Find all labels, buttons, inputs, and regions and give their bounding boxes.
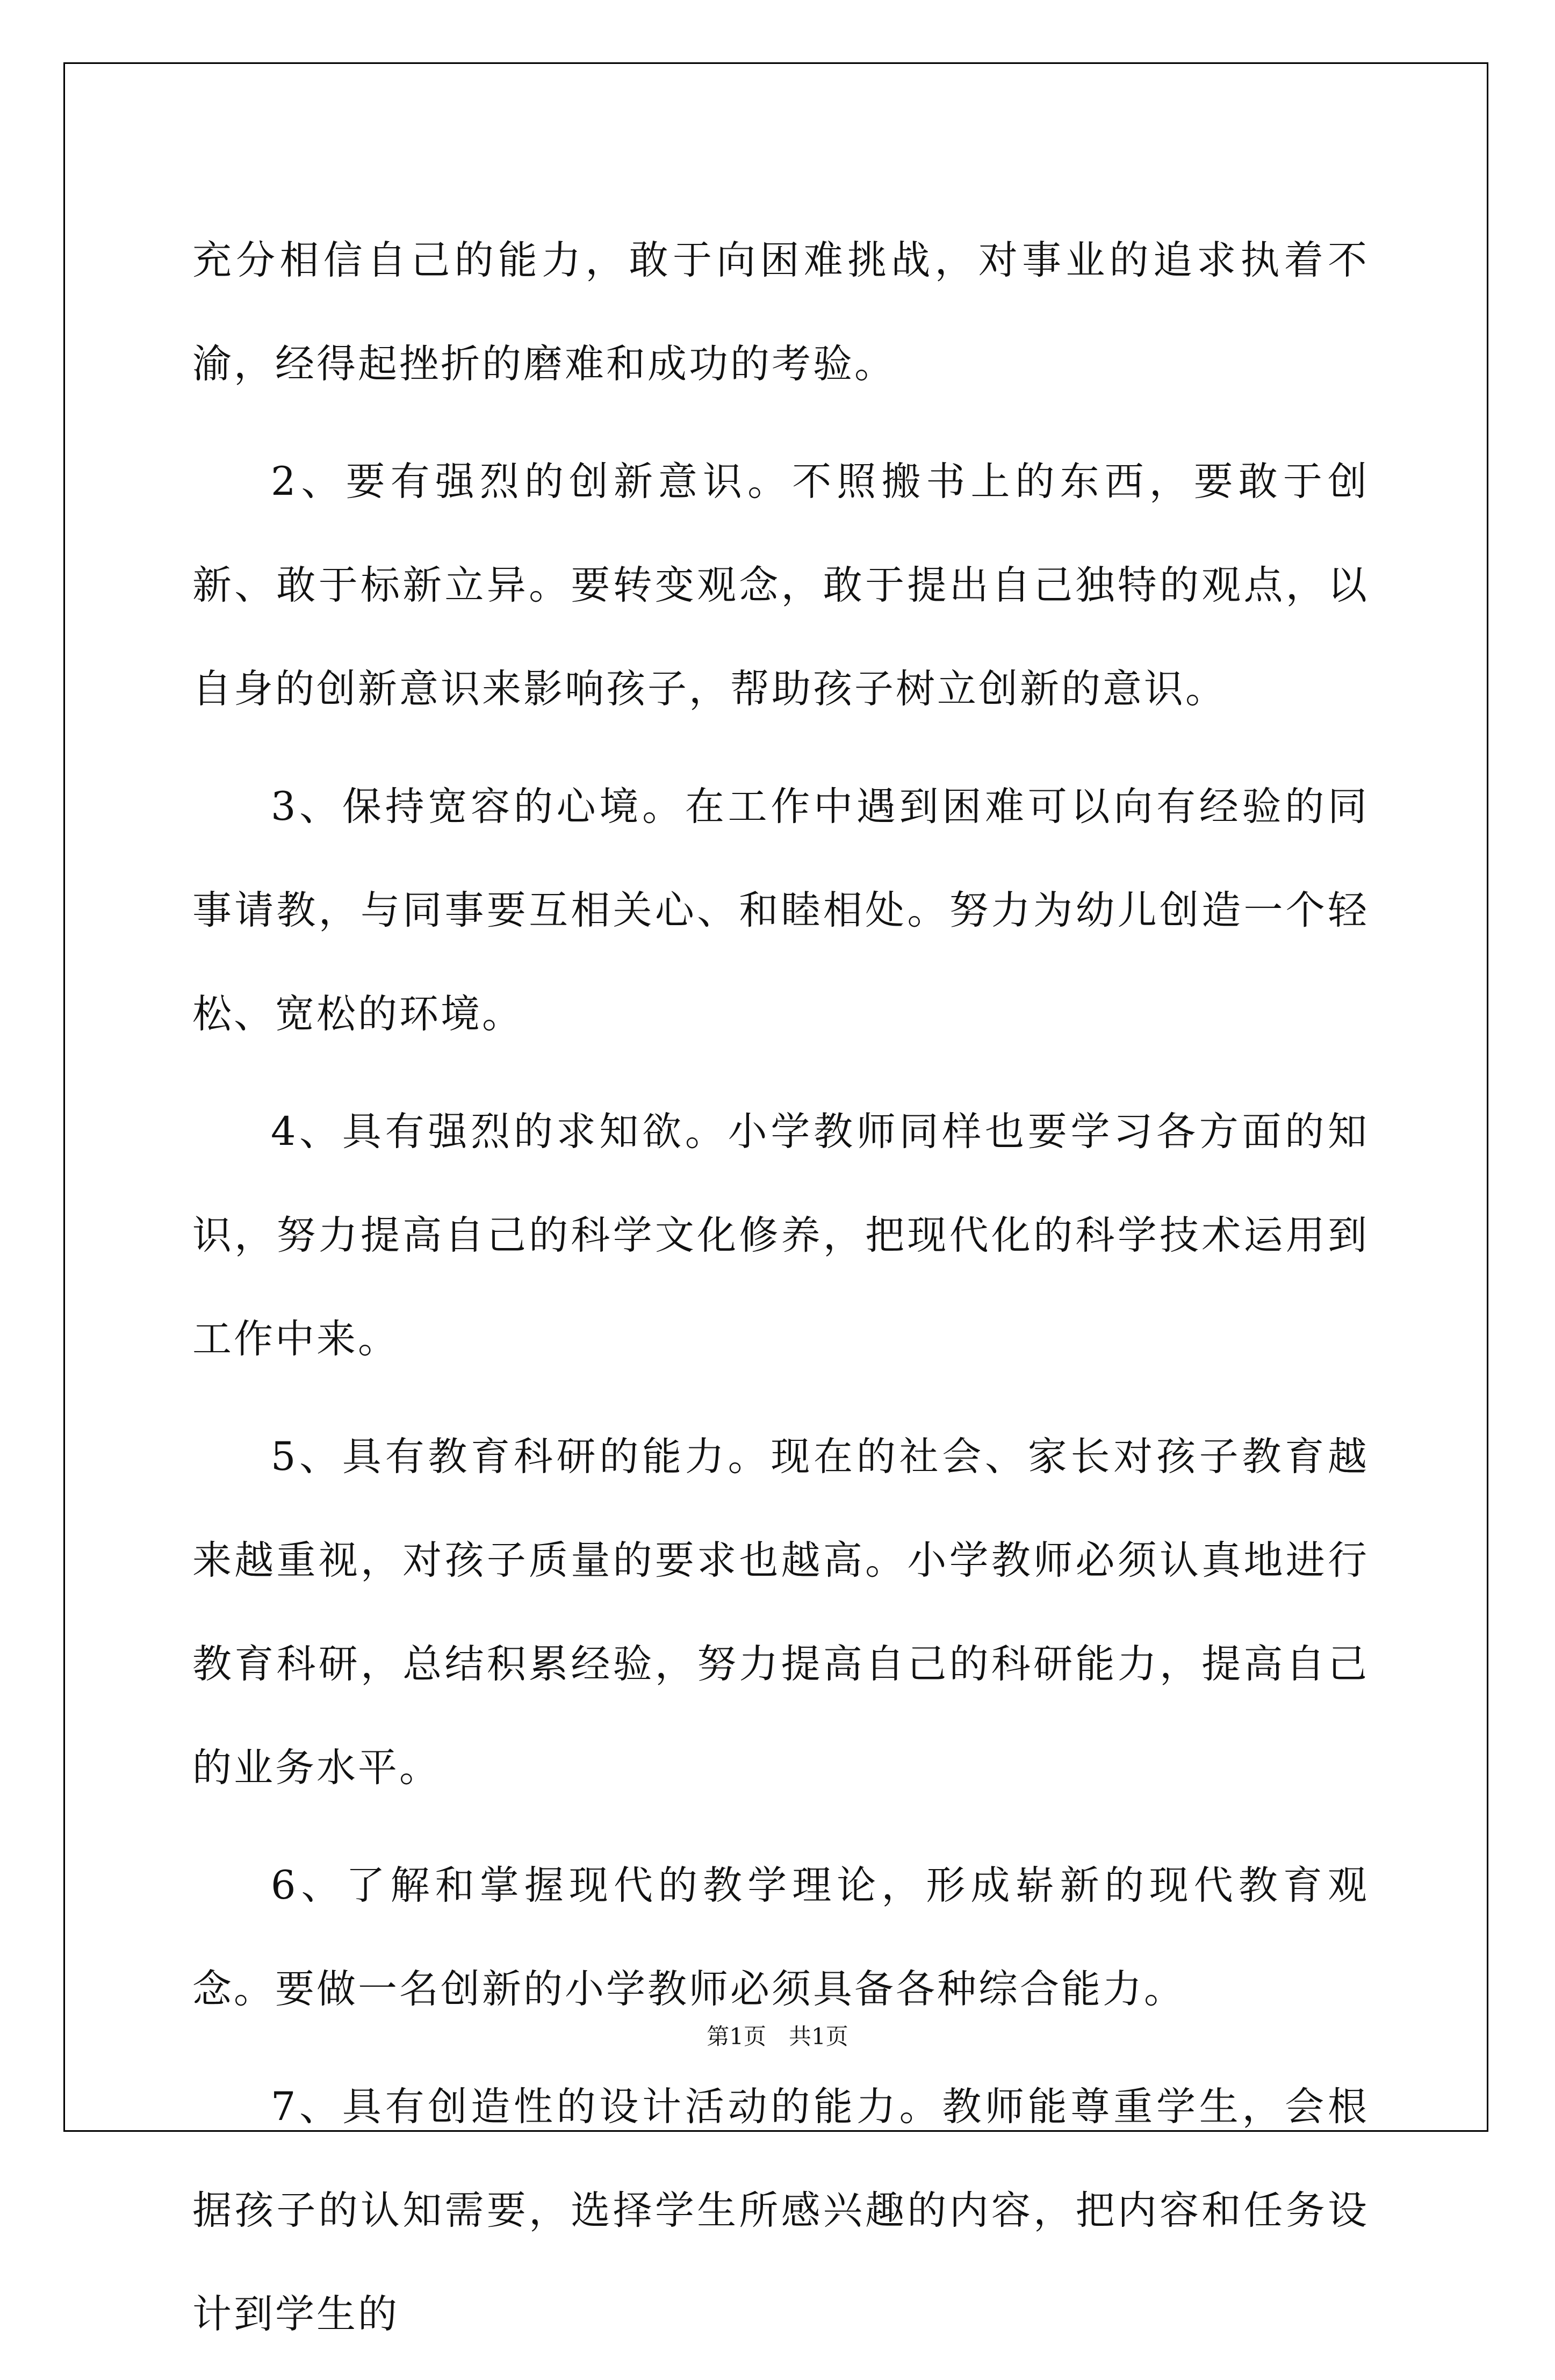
paragraph-4: 4、具有强烈的求知欲。小学教师同样也要学习各方面的知识，努力提高自己的科学文化修养，把现代化的科学技术运用到工作中来。	[192, 1109, 1369, 1362]
paragraph-1: 充分相信自己的能力，敢于向困难挑战，对事业的追求执着不渝，经得起挫折的磨难和成功的考验。	[192, 237, 1369, 387]
page-number-footer: 第1页 共1页	[707, 2023, 848, 2050]
document-body	[192, 208, 1369, 2380]
paragraph-7: 7、具有创造性的设计活动的能力。教师能尊重学生，会根据孩子的认知需要，选择学生所感兴趣的内容，把内容和任务设计到学生的	[192, 2084, 1369, 2337]
paragraph-6: 6、了解和掌握现代的教学理论，形成崭新的现代教育观念。要做一名创新的小学教师必须具备各种综合能力。	[192, 1863, 1369, 2012]
paragraph-5: 5、具有教育科研的能力。现在的社会、家长对孩子教育越来越重视，对孩子质量的要求也越高。小学教师必须认真地进行教育科研，总结积累经验，努力提高自己的科研能力，提高自己的业务水平。	[192, 1434, 1369, 1791]
paragraph-2: 2、要有强烈的创新意识。不照搬书上的东西，要敢于创新、敢于标新立异。要转变观念，敢于提出自己独特的观点，以自身的创新意识来影响孩子，帮助孩子树立创新的意识。	[192, 459, 1369, 712]
paragraph-3: 3、保持宽容的心境。在工作中遇到困难可以向有经验的同事请教，与同事要互相关心、和睦相处。努力为幼儿创造一个轻松、宽松的环境。	[192, 784, 1369, 1037]
